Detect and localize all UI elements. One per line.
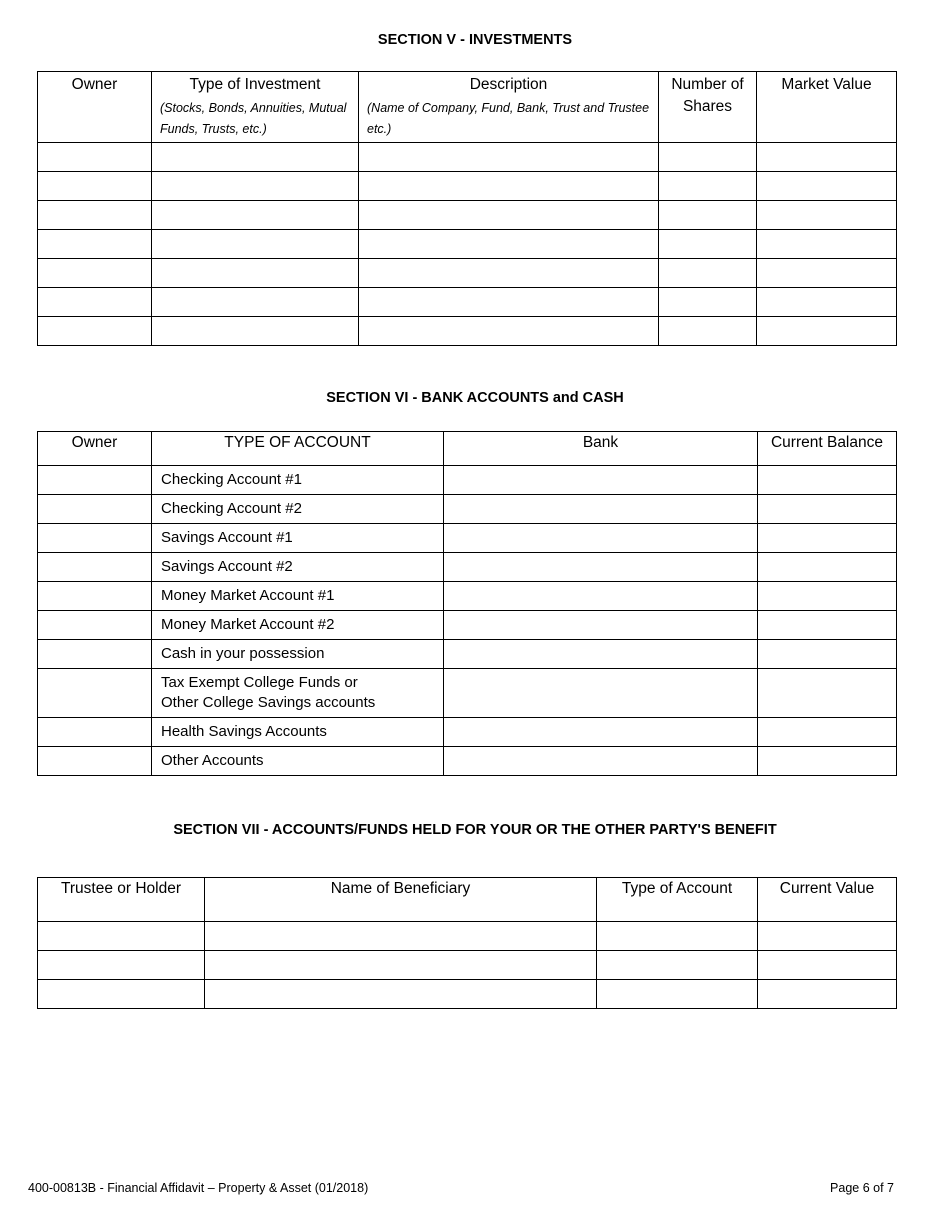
owner-cell[interactable] [38,172,152,201]
beneficiary-cell[interactable] [205,951,597,980]
owner-cell[interactable] [38,524,152,553]
table-row [38,317,897,346]
owner-cell[interactable] [38,611,152,640]
form-id: 400-00813B - Financial Affidavit – Property & Asset (01/2018) [28,1181,369,1195]
bank-cell[interactable] [444,524,758,553]
investment-type-cell[interactable] [152,259,359,288]
section-6-title: SECTION VI - BANK ACCOUNTS and CASH [326,390,624,406]
owner-cell[interactable] [38,143,152,172]
bank-cell[interactable] [444,582,758,611]
table-row [38,172,897,201]
shares-cell[interactable] [659,201,757,230]
description-cell[interactable] [359,230,659,259]
owner-cell[interactable] [38,466,152,495]
bank-cell[interactable] [444,718,758,747]
table-row [38,524,897,553]
section-5-title: SECTION V - INVESTMENTS [377,32,573,48]
owner-header: Owner [38,432,152,466]
shares-cell[interactable] [659,172,757,201]
table-row [38,980,897,1009]
description-cell[interactable] [359,143,659,172]
market-value-cell[interactable] [757,201,897,230]
investment-type-cell[interactable] [152,201,359,230]
market-value-cell[interactable] [757,143,897,172]
table-row [38,582,897,611]
account-type-label: Cash in your possession [152,640,444,669]
account-type-label: Savings Account #2 [152,553,444,582]
owner-cell[interactable] [38,669,152,718]
bank-header: Bank [444,432,758,466]
balance-cell[interactable] [758,669,897,718]
owner-cell[interactable] [38,582,152,611]
bank-cell[interactable] [444,466,758,495]
description-cell[interactable] [359,259,659,288]
section-7-title: SECTION VII - ACCOUNTS/FUNDS HELD FOR YOUR OR THE OTHER PARTY'S BENEFIT [173,822,777,838]
table-row [38,230,897,259]
account-type-label: Checking Account #2 [152,495,444,524]
shares-cell[interactable] [659,288,757,317]
table-row [38,553,897,582]
account-type-label: Savings Account #1 [152,524,444,553]
account-type-header: Type of Account [597,878,758,922]
owner-cell[interactable] [38,201,152,230]
trustee-cell[interactable] [38,922,205,951]
trustee-cell[interactable] [38,951,205,980]
table-row [38,495,897,524]
bank-cell[interactable] [444,747,758,776]
market-value-cell[interactable] [757,288,897,317]
investment-type-cell[interactable] [152,288,359,317]
owner-cell[interactable] [38,640,152,669]
bank-cell[interactable] [444,553,758,582]
account-type-header: TYPE OF ACCOUNT [152,432,444,466]
table-row [38,718,897,747]
current-value-cell[interactable] [758,980,897,1009]
account-type-cell[interactable] [597,951,758,980]
table-row [38,288,897,317]
balance-cell[interactable] [758,582,897,611]
balance-cell[interactable] [758,640,897,669]
page-number: Page 6 of 7 [830,1181,894,1195]
trustee-header: Trustee or Holder [38,878,205,922]
shares-cell[interactable] [659,259,757,288]
owner-cell[interactable] [38,747,152,776]
description-hint: (Name of Company, Fund, Bank, Trust and Trustee etc.) [367,101,650,136]
table-row [38,922,897,951]
description-header: Description (Name of Company, Fund, Bank, Trust and Trustee etc.) [359,72,659,143]
investment-type-cell[interactable] [152,317,359,346]
balance-header: Current Balance [758,432,897,466]
balance-cell[interactable] [758,553,897,582]
market-value-cell[interactable] [757,172,897,201]
investment-type-cell[interactable] [152,172,359,201]
beneficiary-header: Name of Beneficiary [205,878,597,922]
owner-cell[interactable] [38,317,152,346]
market-value-cell[interactable] [757,259,897,288]
table-row [38,951,897,980]
investment-type-hint: (Stocks, Bonds, Annuities, Mutual Funds, Trusts, etc.) [160,101,347,136]
beneficiary-cell[interactable] [205,980,597,1009]
bank-cell[interactable] [444,495,758,524]
current-value-cell[interactable] [758,922,897,951]
account-type-label: Other Accounts [152,747,444,776]
trustee-cell[interactable] [38,980,205,1009]
table-row [38,640,897,669]
account-type-label: Money Market Account #1 [152,582,444,611]
table-row [38,143,897,172]
owner-cell[interactable] [38,259,152,288]
owner-cell[interactable] [38,288,152,317]
account-type-cell[interactable] [597,980,758,1009]
investment-type-cell[interactable] [152,143,359,172]
shares-header: Number of Shares [659,72,757,143]
bank-cell[interactable] [444,640,758,669]
owner-cell[interactable] [38,553,152,582]
balance-cell[interactable] [758,611,897,640]
bank-cell[interactable] [444,669,758,718]
table-row [38,747,897,776]
account-type-cell[interactable] [597,922,758,951]
table-row [38,259,897,288]
market-value-cell[interactable] [757,230,897,259]
balance-cell[interactable] [758,495,897,524]
account-type-label: Checking Account #1 [152,466,444,495]
shares-cell[interactable] [659,317,757,346]
owner-cell[interactable] [38,230,152,259]
current-value-header: Current Value [758,878,897,922]
investments-table [37,71,897,346]
account-type-label: Money Market Account #2 [152,611,444,640]
account-type-label: Health Savings Accounts [152,718,444,747]
investment-type-cell[interactable] [152,230,359,259]
balance-cell[interactable] [758,524,897,553]
description-cell[interactable] [359,317,659,346]
account-type-label: Tax Exempt College Funds or Other College Savings accounts [152,669,444,718]
market-value-cell[interactable] [757,317,897,346]
bank-cell[interactable] [444,611,758,640]
balance-cell[interactable] [758,718,897,747]
investment-type-header: Type of Investment (Stocks, Bonds, Annuities, Mutual Funds, Trusts, etc.) [152,72,359,143]
table-row [38,466,897,495]
table-row [38,201,897,230]
table-row [38,611,897,640]
shares-cell[interactable] [659,230,757,259]
description-cell[interactable] [359,201,659,230]
benefit-accounts-table [37,877,897,1009]
balance-cell[interactable] [758,466,897,495]
beneficiary-cell[interactable] [205,922,597,951]
bank-accounts-table [37,431,897,776]
description-cell[interactable] [359,288,659,317]
current-value-cell[interactable] [758,951,897,980]
shares-cell[interactable] [659,143,757,172]
balance-cell[interactable] [758,747,897,776]
table-row [38,669,897,718]
owner-header: Owner [38,72,152,143]
description-cell[interactable] [359,172,659,201]
owner-cell[interactable] [38,718,152,747]
owner-cell[interactable] [38,495,152,524]
market-value-header: Market Value [757,72,897,143]
